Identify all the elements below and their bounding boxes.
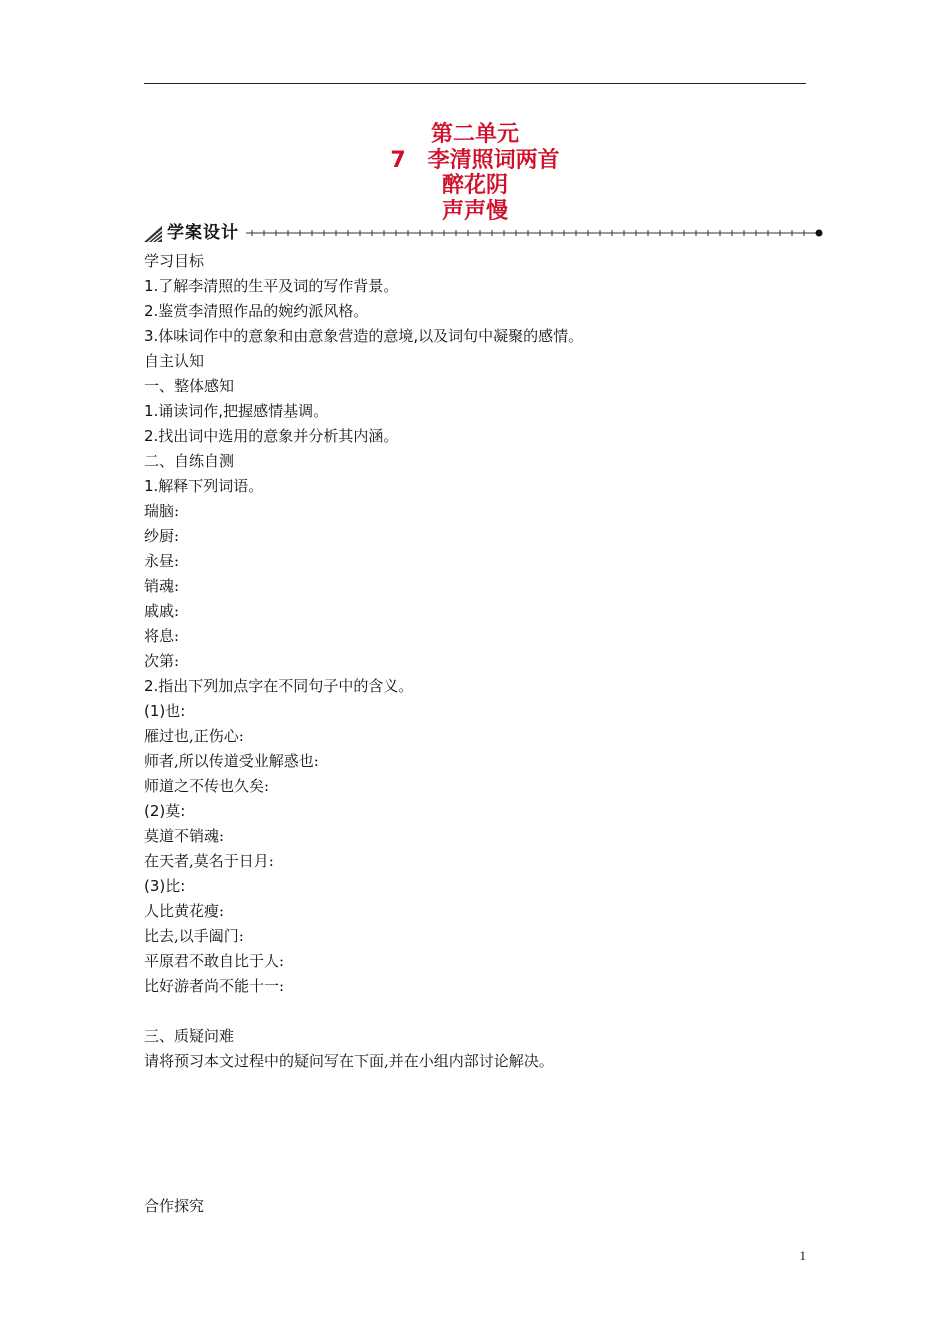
term-item: 瑞脑:: [144, 502, 180, 520]
question-1: 1.解释下列词语。: [144, 477, 264, 495]
part3-heading: 三、质疑问难: [144, 1027, 235, 1045]
part2-heading: 二、自练自测: [144, 452, 235, 470]
term-item: 纱厨:: [144, 527, 180, 545]
blank-line: [144, 999, 806, 1024]
group-label: (3)比:: [144, 877, 186, 895]
example-sentence: 比去,以手阖门:: [144, 927, 244, 945]
question-2: 2.指出下列加点字在不同句子中的含义。: [144, 677, 414, 695]
triangle-stripes-icon: [144, 226, 164, 242]
objective-item: 2.鉴赏李清照作品的婉约派风格。: [144, 302, 369, 320]
example-sentence: 师者,所以传道受业解惑也:: [144, 752, 319, 770]
unit-title: 第二单元: [430, 122, 519, 147]
poem-title-1: 醉花阴: [441, 173, 508, 198]
group-label: (1)也:: [144, 702, 186, 720]
example-sentence: 平原君不敢自比于人:: [144, 952, 285, 970]
term-item: 次第:: [144, 652, 180, 670]
header-rule: [144, 83, 806, 84]
worksheet-content: [144, 249, 806, 1219]
part1-item: 2.找出词中选用的意象并分析其内涵。: [144, 427, 399, 445]
example-sentence: 师道之不传也久矣:: [144, 777, 270, 795]
example-sentence: 人比黄花瘦:: [144, 902, 225, 920]
term-item: 将息:: [144, 627, 180, 645]
term-item: 永昼:: [144, 552, 180, 570]
dotted-rule: [246, 228, 824, 238]
part1-heading: 一、整体感知: [144, 377, 235, 395]
example-sentence: 在天者,莫名于日月:: [144, 852, 274, 870]
objective-item: 3.体味词作中的意象和由意象营造的意境,以及词句中凝聚的感情。: [144, 327, 584, 345]
lesson-title: 7 李清照词两首: [390, 147, 560, 173]
example-sentence: 比好游者尚不能十一:: [144, 977, 285, 995]
part3-text: 请将预习本文过程中的疑问写在下面,并在小组内部讨论解决。: [144, 1052, 554, 1070]
term-item: 戚戚:: [144, 602, 180, 620]
section-banner: [144, 222, 824, 246]
term-item: 销魂:: [144, 577, 180, 595]
example-sentence: 雁过也,正伤心:: [144, 727, 244, 745]
objective-item: 1.了解李清照的生平及词的写作背景。: [144, 277, 399, 295]
poem-title-2: 声声慢: [441, 198, 508, 224]
title-block: [144, 122, 806, 224]
part1-item: 1.诵读词作,把握感情基调。: [144, 402, 329, 420]
banner-label: 学案设计: [167, 223, 239, 243]
answer-space: [144, 1074, 806, 1194]
cooperative-heading: 合作探究: [144, 1197, 205, 1215]
self-study-heading: 自主认知: [144, 352, 205, 370]
example-sentence: 莫道不销魂:: [144, 827, 225, 845]
objectives-heading: 学习目标: [144, 252, 205, 270]
page-number: 1: [799, 1248, 806, 1263]
group-label: (2)莫:: [144, 802, 186, 820]
